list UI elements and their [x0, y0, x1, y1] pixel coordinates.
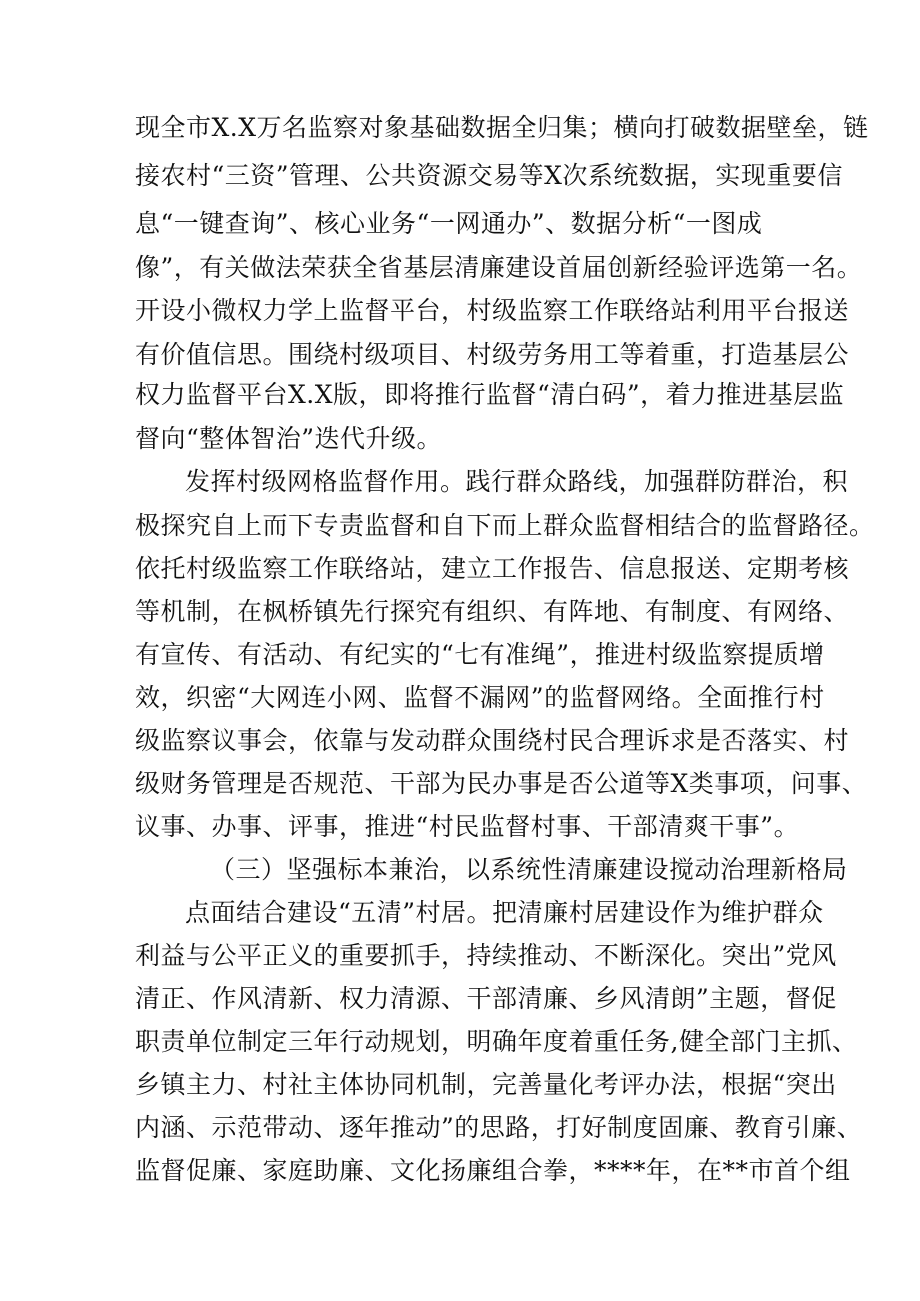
paragraph-line: 点面结合建设“五清”村居。把清廉村居建设作为维护群众 — [185, 898, 824, 927]
paragraph-line: 现全市X.X万名监察对象基础数据全归集；横向打破数据壁垒，链 — [135, 113, 869, 142]
paragraph-line: 内涵、示范带动、逐年推动”的思路，打好制度固廉、教育引廉、 — [135, 1113, 863, 1142]
paragraph-line: 依托村级监察工作联络站，建立工作报告、信息报送、定期考核 — [135, 554, 850, 583]
paragraph-line: 有宣传、有活动、有纪实的“七有准绳”，推进村级监察提质增 — [135, 640, 825, 669]
paragraph-line: 乡镇主力、村社主体协同机制，完善量化考评办法，根据“突出 — [135, 1070, 837, 1099]
paragraph-line: 监督促廉、家庭助廉、文化扬廉组合拳，****年，在**市首个组 — [135, 1156, 851, 1185]
paragraph-line: 有价值信思。围绕村级项目、村级劳务用工等着重，打造基层公 — [135, 340, 850, 369]
paragraph-line: 效，织密“大网连小网、监督不漏网”的监督网络。全面推行村 — [135, 683, 825, 712]
paragraph-line: 议事、办事、评事，推进“村民监督村事、干部清爽干事”。 — [135, 812, 800, 841]
paragraph-line: 息“一键查询”、核心业务“一网通办”、数据分析“一图成 — [135, 209, 763, 238]
paragraph-line: 级财务管理是否规范、干部为民办事是否公道等X类事项，问事、 — [135, 769, 868, 798]
section-heading: （三）坚强标本兼治，以系统性清廉建设搅动治理新格局 — [210, 855, 848, 884]
paragraph-line: 督向“整体智治”迭代升级。 — [135, 424, 443, 453]
paragraph-line: 权力监督平台X.X版，即将推行监督“清白码”，着力推进基层监 — [135, 380, 845, 409]
paragraph-line: 开设小微权力学上监督平台，村级监察工作联络站利用平台报送 — [135, 296, 850, 325]
paragraph-line: 极探究自上而下专责监督和自下而上群众监督相结合的监督路径。 — [135, 511, 875, 540]
paragraph-line: 职责单位制定三年行动规划，明确年度着重任务,健全部门主抓、 — [135, 1027, 858, 1056]
paragraph-line: 像”，有关做法荣获全省基层清廉建设首届创新经验评选第一名。 — [135, 253, 863, 282]
paragraph-line: 等机制，在枫桥镇先行探究有组织、有阵地、有制度、有网络、 — [135, 597, 850, 626]
paragraph-line: 接农村“三资”管理、公共资源交易等X次系统数据，实现重要信 — [135, 161, 843, 190]
paragraph-line: 清正、作风清新、权力清源、干部清廉、乡风清朗”主题，督促 — [135, 984, 837, 1013]
paragraph-line: 利益与公平正义的重要抓手，持续推动、不断深化。突出”党风 — [135, 941, 837, 970]
paragraph-line: 发挥村级网格监督作用。践行群众路线，加强群防群治，积 — [185, 467, 849, 496]
paragraph-line: 级监察议事会，依靠与发动群众围绕村民合理诉求是否落实、村 — [135, 726, 850, 755]
